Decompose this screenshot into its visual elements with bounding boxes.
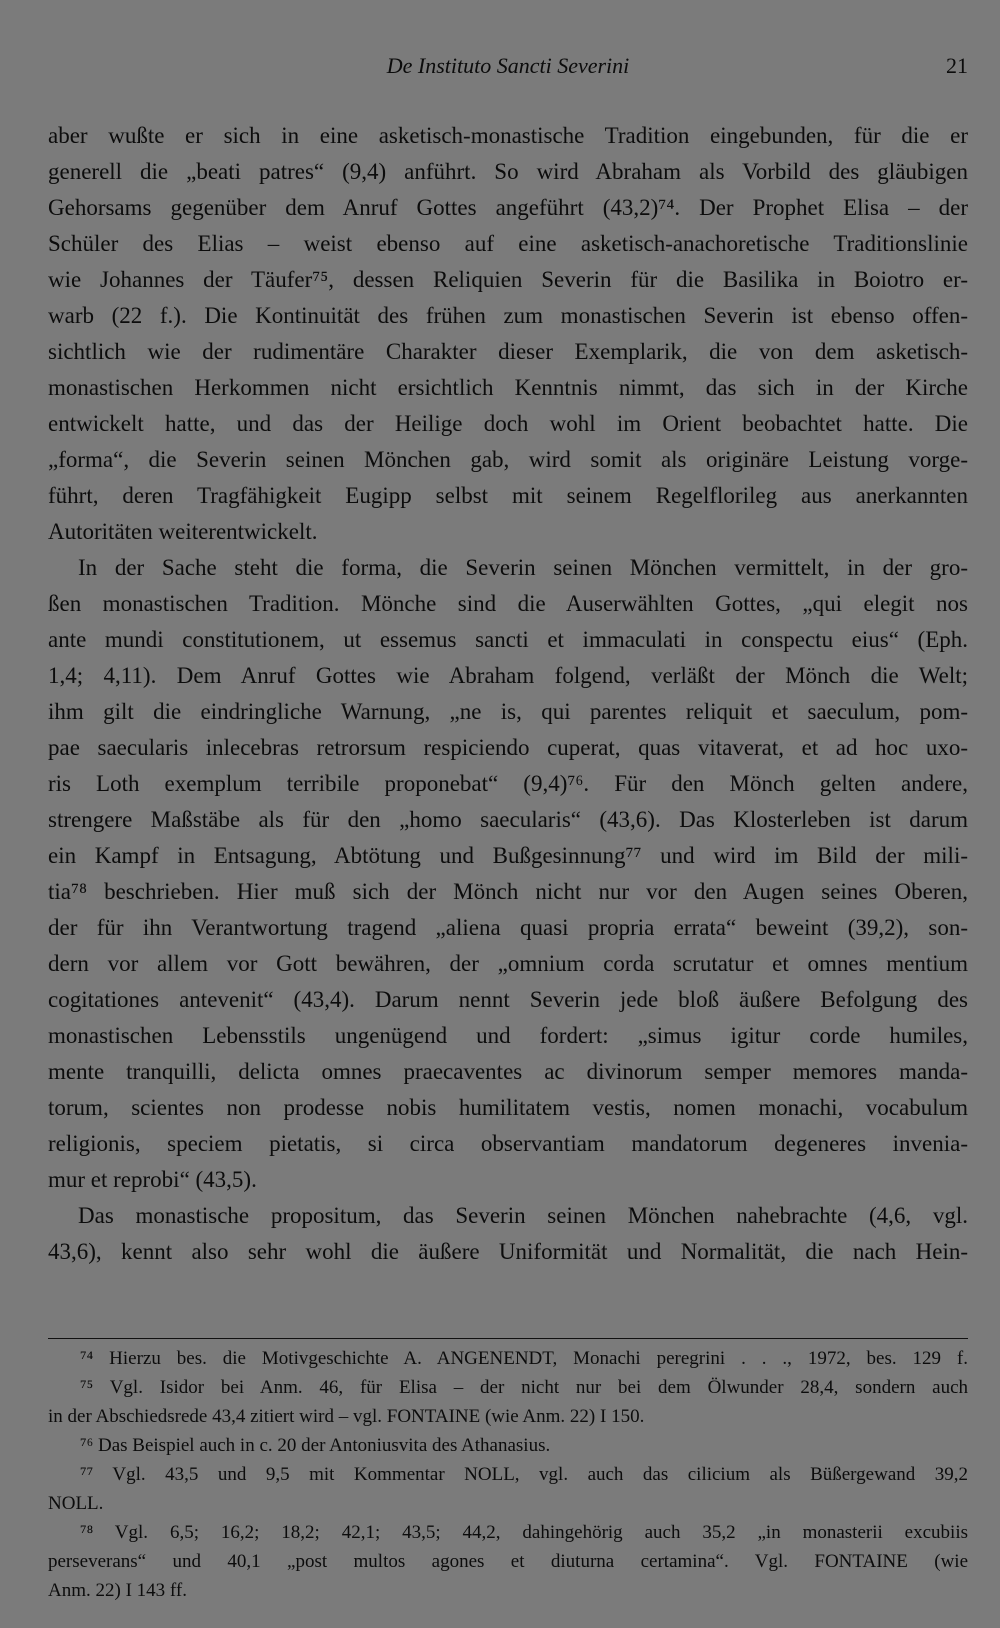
text-line: torum, scientes non prodesse nobis humilitatem vestis, nomen monachi, vocabulum <box>48 1095 968 1120</box>
text-line: ßen monastischen Tradition. Mönche sind die Auserwählten Gottes, „qui elegit nos <box>48 591 968 616</box>
text-line: monastischen Lebensstils ungenügend und fordert: „simus igitur corde humiles, <box>48 1023 968 1048</box>
footnote-line: NOLL. <box>48 1493 104 1514</box>
text-line: cogitationes antevenit“ (43,4). Darum nennt Severin jede bloß äußere Befolgung des <box>48 987 968 1012</box>
footnote-line: ⁷⁶ Das Beispiel auch in c. 20 der Antoniusvita des Athanasius. <box>80 1435 551 1456</box>
text-line: mente tranquilli, delicta omnes praecaventes ac divinorum semper memores manda- <box>48 1059 968 1084</box>
footnote-line: ⁷⁸ Vgl. 6,5; 16,2; 18,2; 42,1; 43,5; 44,2, dahingehörig auch 35,2 „in monasterii excubiis <box>80 1522 968 1543</box>
text-line: 1,4; 4,11). Dem Anruf Gottes wie Abraham folgend, verläßt der Mönch die Welt; <box>48 663 968 688</box>
text-line: strengere Maßstäbe als für den „homo saecularis“ (43,6). Das Klosterleben ist darum <box>48 807 968 832</box>
page-header <box>48 48 968 84</box>
footnote-line: Anm. 22) I 143 ff. <box>48 1580 187 1601</box>
text-line: Autoritäten weiterentwickelt. <box>48 519 318 544</box>
footnote-line: ⁷⁴ Hierzu bes. die Motivgeschichte A. ANGENENDT, Monachi peregrini . . ., 1972, bes. 129 f. <box>80 1348 968 1369</box>
text-line: „forma“, die Severin seinen Mönchen gab, wird somit als originäre Leistung vorge- <box>48 447 968 472</box>
text-line: dern vor allem vor Gott bewähren, der „omnium corda scrutatur et omnes mentium <box>48 951 968 976</box>
text-line: führt, deren Tragfähigkeit Eugipp selbst mit seinem Regelflorileg aus anerkannten <box>48 483 968 508</box>
text-line: Schüler des Elias – weist ebenso auf eine asketisch-anachoretische Traditionslinie <box>48 231 968 256</box>
text-line: In der Sache steht die forma, die Severin seinen Mönchen vermittelt, in der gro- <box>78 555 968 580</box>
text-line: warb (22 f.). Die Kontinuität des frühen zum monastischen Severin ist ebenso offen- <box>48 303 968 328</box>
text-line: entwickelt hatte, und das der Heilige doch wohl im Orient beobachtet hatte. Die <box>48 411 968 436</box>
text-line: monastischen Herkommen nicht ersichtlich Kenntnis nimmt, das sich in der Kirche <box>48 375 968 400</box>
text-line: mur et reprobi“ (43,5). <box>48 1167 257 1192</box>
text-line: ris Loth exemplum terribile proponebat“ (9,4)⁷⁶. Für den Mönch gelten andere, <box>48 771 968 796</box>
text-line: Das monastische propositum, das Severin seinen Mönchen nahebrachte (4,6, vgl. <box>78 1203 968 1228</box>
text-line: aber wußte er sich in eine asketisch-monastische Tradition eingebunden, für die er <box>48 123 968 148</box>
text-line: tia⁷⁸ beschrieben. Hier muß sich der Mönch nicht nur vor den Augen seines Oberen, <box>48 879 968 904</box>
footnote-divider <box>48 1338 968 1339</box>
footnote-line: in der Abschiedsrede 43,4 zitiert wird – vgl. FONTAINE (wie Anm. 22) I 150. <box>48 1406 645 1427</box>
footnote-line: perseverans“ und 40,1 „post multos agones et diuturna certamina“. Vgl. FONTAINE (wie <box>48 1551 968 1572</box>
main-text <box>48 118 968 1270</box>
text-line: ante mundi constitutionem, ut essemus sancti et immaculati in conspectu eius“ (Eph. <box>48 627 968 652</box>
page-number: 21 <box>946 53 968 78</box>
text-line: der für ihn Verantwortung tragend „aliena quasi propria errata“ beweint (39,2), son- <box>48 915 968 940</box>
text-line: ihm gilt die eindringliche Warnung, „ne is, qui parentes reliquit et saeculum, pom- <box>48 699 968 724</box>
text-line: generell die „beati patres“ (9,4) anführt. So wird Abraham als Vorbild des gläubigen <box>48 159 968 184</box>
text-line: ein Kampf in Entsagung, Abtötung und Bußgesinnung⁷⁷ und wird im Bild der mili- <box>48 843 968 868</box>
text-line: religionis, speciem pietatis, si circa observantiam mandatorum degeneres invenia- <box>48 1131 968 1156</box>
footnote-line: ⁷⁷ Vgl. 43,5 und 9,5 mit Kommentar NOLL, vgl. auch das cilicium als Büßergewand 39,2 <box>80 1464 968 1485</box>
footnotes <box>48 1344 968 1605</box>
text-line: sichtlich wie der rudimentäre Charakter dieser Exemplarik, die von dem asketisch- <box>48 339 968 364</box>
running-title: De Instituto Sancti Severini <box>386 53 630 78</box>
text-line: wie Johannes der Täufer⁷⁵, dessen Reliquien Severin für die Basilika in Boiotro er- <box>48 267 968 292</box>
text-line: Gehorsams gegenüber dem Anruf Gottes angeführt (43,2)⁷⁴. Der Prophet Elisa – der <box>48 195 968 220</box>
text-line: pae saecularis inlecebras retrorsum respiciendo cuperat, quas vitaverat, et ad hoc uxo- <box>48 735 968 760</box>
footnote-line: ⁷⁵ Vgl. Isidor bei Anm. 46, für Elisa – der nicht nur bei dem Ölwunder 28,4, sondern auch <box>80 1377 968 1398</box>
text-line: 43,6), kennt also sehr wohl die äußere Uniformität und Normalität, die nach Hein- <box>48 1239 968 1264</box>
book-page <box>48 0 968 1628</box>
